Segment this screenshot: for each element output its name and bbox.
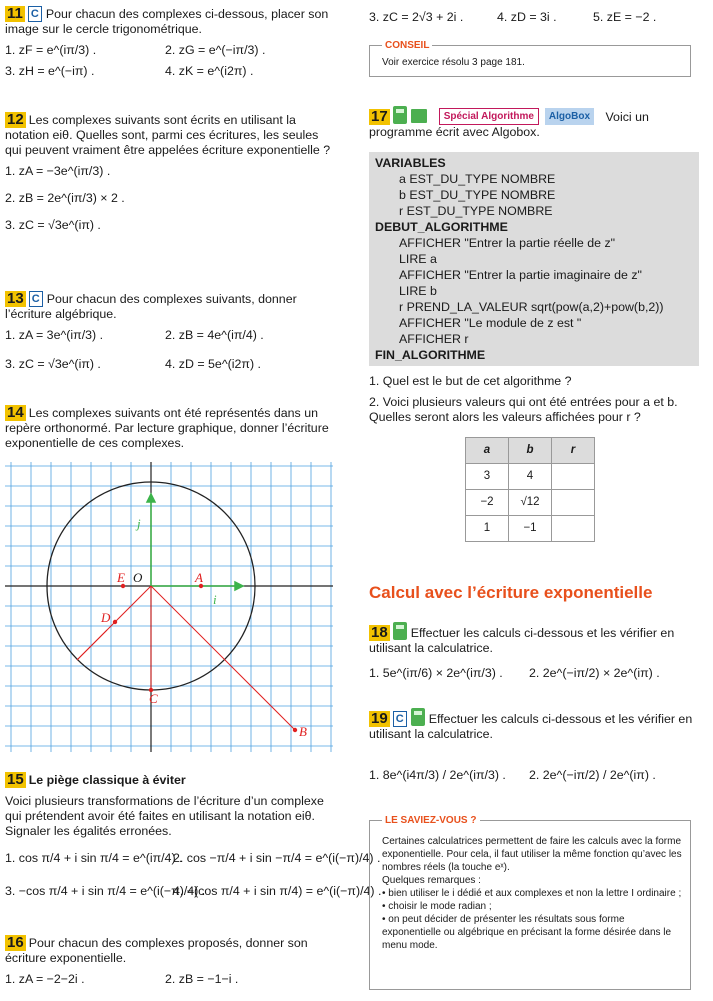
exercise-text: Pour chacun des complexes proposés, donner son écriture exponentielle. xyxy=(5,936,308,965)
point-label-D: D xyxy=(101,610,111,625)
exercise-number: 12 xyxy=(7,111,24,128)
item: 1. cos π/4 + i sin π/4 = e^(iπ/4) . xyxy=(5,851,183,865)
table-cell: 1 xyxy=(466,516,509,542)
algorithm-line: AFFICHER "Entrer la partie réelle de z" xyxy=(399,236,616,250)
exercise-text: Effectuer les calculs ci-dessous et les vérifier en utilisant la calculatrice. xyxy=(369,712,693,741)
conseil-box xyxy=(369,40,691,77)
saviez-vous-title: LE SAVIEZ-VOUS ? xyxy=(382,814,480,827)
exercise-number: 17 xyxy=(371,108,388,125)
item: 1. 8e^(i4π/3) / 2e^(iπ/3) . xyxy=(369,768,506,782)
table-cell: 4 xyxy=(509,464,552,490)
item: 3. zC = 2√3 + 2i . xyxy=(369,10,464,24)
algorithm-line: VARIABLES xyxy=(375,156,446,170)
table-cell: −2 xyxy=(466,490,509,516)
point-label-B: B xyxy=(299,724,307,739)
item: 3. −cos π/4 + i sin π/4 = e^(i(−π)/4) . xyxy=(5,884,206,898)
axes xyxy=(5,462,333,752)
exercise-19 xyxy=(369,708,705,783)
exercise-text: Les complexes suivants ont été représentés dans un repère orthonormé. Par lecture graphique, donner l’écriture exponentielle de ces complexes. xyxy=(5,406,329,450)
vector-i-label: i xyxy=(213,592,217,607)
algorithm-line: DEBUT_ALGORITHME xyxy=(375,220,508,234)
saviez-line: • bien utiliser le i dédié et aux complexes et non la lettre I ordinaire ; xyxy=(382,888,682,899)
exercise-15 xyxy=(5,771,382,899)
algorithm-line: r PREND_LA_VALEUR sqrt(pow(a,2)+pow(b,2)) xyxy=(399,300,664,314)
table-header: b xyxy=(509,438,552,464)
exercise-14 xyxy=(5,405,333,451)
origin-label: O xyxy=(133,570,143,585)
algorithm-line: b EST_DU_TYPE NOMBRE xyxy=(399,188,556,202)
section-title: Calcul avec l’écriture exponentielle xyxy=(369,583,653,602)
item: 2. 2e^(−iπ/2) × 2e^(iπ) . xyxy=(529,666,660,680)
algorithm-line: LIRE a xyxy=(399,252,437,266)
exercise-11 xyxy=(5,6,333,79)
vector-j-label: j xyxy=(137,516,141,531)
item: 5. zE = −2 . xyxy=(593,10,657,24)
exercise-number: 11 xyxy=(7,5,23,22)
conseil-title: CONSEIL xyxy=(382,39,432,52)
item: 4. zD = 5e^(i2π) . xyxy=(165,357,261,371)
point-label-C: C xyxy=(149,691,158,706)
item: 4. −(cos π/4 + i sin π/4) = e^(i(−π)/4) . xyxy=(173,884,382,898)
algorithm-line: a EST_DU_TYPE NOMBRE xyxy=(399,172,556,186)
table-row xyxy=(466,516,595,542)
saviez-line: • on peut décider de présenter les résultats sous forme exponentielle ou algébrique en précisant la forme désirée dans le menu mode. xyxy=(382,914,672,951)
saviez-line: Certaines calculatrices permettent de faire les calculs avec la forme exponentielle. Pour cela, il faut utiliser la même fonction qu’avec les nombres réels (la touche eˣ). xyxy=(382,836,682,873)
algobox-tag: AlgoBox xyxy=(545,108,594,125)
algorithm-line: AFFICHER r xyxy=(399,332,469,346)
item: 4. zK = e^(i2π) . xyxy=(165,64,254,78)
exercise-16 xyxy=(5,935,333,987)
item: 2. zG = e^(−iπ/3) . xyxy=(165,43,266,57)
exercise-text: Les complexes suivants sont écrits en utilisant la notation eiθ. Quelles sont, parmi ces écritures, les seules qui peuvent vraiment être appelées écriture exponentielle ? xyxy=(5,113,331,157)
table-header: a xyxy=(466,438,509,464)
calculator-icon xyxy=(393,622,407,640)
exercise-number: 18 xyxy=(371,624,388,641)
point-label-A: A xyxy=(195,570,203,585)
algorithm-tag: Spécial Algorithme xyxy=(439,108,539,125)
conseil-text: Voir exercice résolu 3 page 181. xyxy=(382,57,525,68)
question-1: 1. Quel est le but de cet algorithme ? xyxy=(369,374,572,388)
item: 1. zA = 3e^(iπ/3) . xyxy=(5,328,104,342)
computer-icon xyxy=(411,109,427,123)
table-cell: √12 xyxy=(509,490,552,516)
exercise-title: Le piège classique à éviter xyxy=(28,773,186,787)
algorithm-line: AFFICHER "Entrer la partie imaginaire de z" xyxy=(399,268,642,282)
saviez-line: • choisir le mode radian ; xyxy=(382,901,492,912)
complex-plane-figure xyxy=(5,462,333,752)
exercise-number: 16 xyxy=(7,934,24,951)
table-header: r xyxy=(552,438,595,464)
table-cell: 3 xyxy=(466,464,509,490)
exercise-12 xyxy=(5,112,333,233)
table-cell xyxy=(552,464,595,490)
exercise-17 xyxy=(369,106,705,542)
question-2: 2. Voici plusieurs valeurs qui ont été entrées pour a et b. Quelles seront alors les valeurs affichées pour r ? xyxy=(369,395,678,424)
exercise-number: 15 xyxy=(7,771,24,788)
table-row xyxy=(466,490,595,516)
table-header-row xyxy=(466,438,595,464)
algorithm-line: FIN_ALGORITHME xyxy=(375,348,486,362)
calculator-icon xyxy=(411,708,425,726)
item: 1. zF = e^(iπ/3) . xyxy=(5,43,97,57)
item: 2. zB = −1−i . xyxy=(165,972,239,986)
item: 1. zA = −2−2i . xyxy=(5,972,85,986)
item: 3. zC = √3e^(iπ) . xyxy=(5,357,101,371)
table-row xyxy=(466,464,595,490)
exercise-16-continued xyxy=(369,10,705,25)
exercise-number: 13 xyxy=(7,290,24,307)
exercise-text: Voici plusieurs transformations de l’écriture d’un complexe qui prétendent avoir été faites en utilisant la notation eiθ. Signaler les égalités erronées. xyxy=(5,794,324,838)
c-badge-icon: C xyxy=(29,291,43,307)
item: 2. zB = 4e^(iπ/4) . xyxy=(165,328,264,342)
algorithm-line: AFFICHER "Le module de z est " xyxy=(399,316,582,330)
algorithm-listing xyxy=(369,152,699,366)
item: 3. zH = e^(−iπ) . xyxy=(5,64,95,78)
exercise-text: Pour chacun des complexes suivants, donner l’écriture algébrique. xyxy=(5,292,297,321)
item: 4. zD = 3i . xyxy=(497,10,557,24)
item: 2. zB = 2e^(iπ/3) × 2 . xyxy=(5,191,125,205)
exercise-18 xyxy=(369,622,705,681)
exercise-text: Effectuer les calculs ci-dessous et les vérifier en utilisant la calculatrice. xyxy=(369,626,675,655)
item: 3. zC = √3e^(iπ) . xyxy=(5,218,101,232)
exercise-number: 19 xyxy=(371,710,388,727)
c-badge-icon: C xyxy=(28,6,42,22)
exercise-number: 14 xyxy=(7,404,24,421)
algorithm-line: LIRE b xyxy=(399,284,437,298)
table-cell: −1 xyxy=(509,516,552,542)
exercise-text-2: programme écrit avec Algobox. xyxy=(369,125,540,139)
table-cell xyxy=(552,490,595,516)
exercise-text: Pour chacun des complexes ci-dessous, placer son image sur le cercle trigonométrique. xyxy=(5,7,329,36)
item: 2. cos −π/4 + i sin −π/4 = e^(i(−π)/4) . xyxy=(173,851,381,865)
values-table xyxy=(465,437,595,542)
algorithm-line: r EST_DU_TYPE NOMBRE xyxy=(399,204,553,218)
point-label-E: E xyxy=(117,570,125,585)
c-badge-icon: C xyxy=(393,711,407,727)
item: 1. 5e^(iπ/6) × 2e^(iπ/3) . xyxy=(369,666,503,680)
item: 1. zA = −3e^(iπ/3) . xyxy=(5,164,111,178)
exercise-text: Voici un xyxy=(605,110,649,124)
calculator-icon xyxy=(393,106,407,124)
saviez-line: Quelques remarques : xyxy=(382,875,481,886)
saviez-vous-box xyxy=(369,815,691,990)
exercise-13 xyxy=(5,291,333,372)
table-cell xyxy=(552,516,595,542)
item: 2. 2e^(−iπ/2) / 2e^(iπ) . xyxy=(529,768,656,782)
